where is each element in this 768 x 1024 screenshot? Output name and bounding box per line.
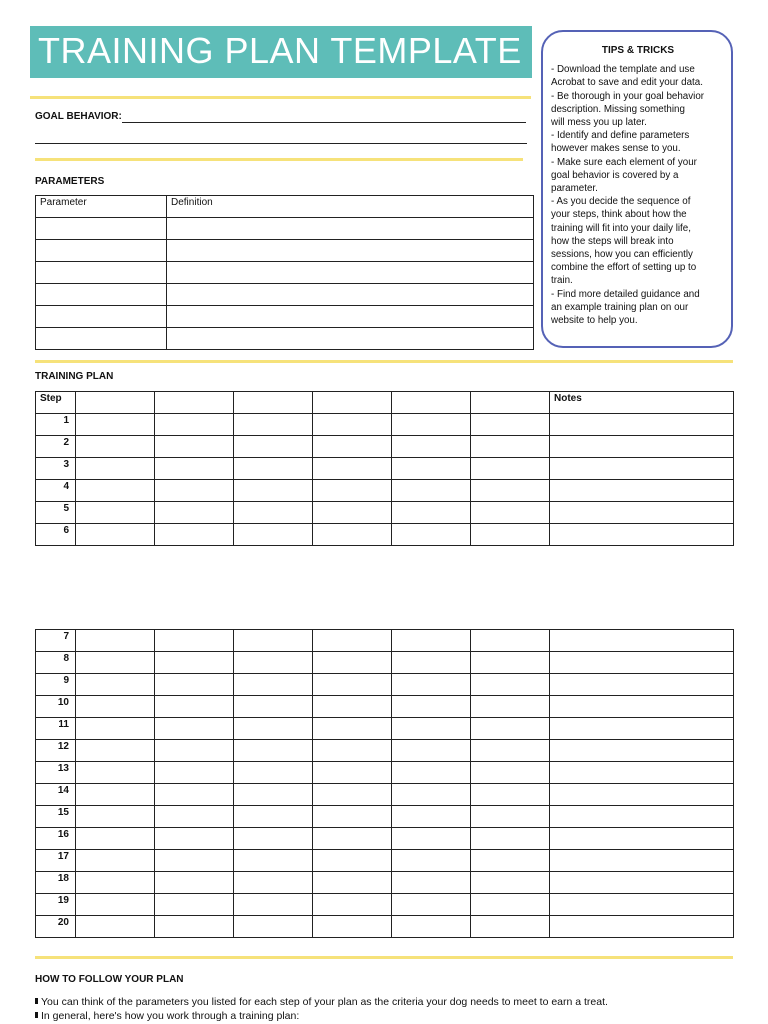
step-number: 4	[36, 480, 76, 502]
tip-line: - Make sure each element of your	[551, 156, 697, 168]
step-row	[36, 696, 734, 718]
table-cell[interactable]	[155, 696, 234, 718]
table-cell[interactable]	[471, 458, 550, 480]
table-cell[interactable]	[234, 828, 313, 850]
bullet-icon	[35, 1012, 38, 1018]
tip-line: - As you decide the sequence of	[551, 196, 691, 208]
step-number: 17	[36, 850, 76, 872]
table-cell[interactable]	[234, 458, 313, 480]
table-cell[interactable]	[313, 696, 392, 718]
page-title: TRAINING PLAN TEMPLATE	[30, 26, 532, 78]
parameter-row	[36, 240, 534, 262]
tip-line: - Download the template and use	[551, 64, 695, 76]
table-cell[interactable]	[234, 480, 313, 502]
tips-box	[541, 30, 733, 348]
table-cell[interactable]	[155, 762, 234, 784]
table-cell[interactable]	[313, 894, 392, 916]
tip-line: will mess you up later.	[551, 117, 647, 129]
training-plan-heading: TRAINING PLAN	[35, 371, 114, 382]
table-cell[interactable]	[392, 718, 471, 740]
step-row	[36, 524, 734, 546]
table-cell[interactable]	[234, 916, 313, 938]
parameters-table	[35, 195, 534, 350]
parameter-row	[36, 306, 534, 328]
table-cell[interactable]	[155, 916, 234, 938]
table-cell[interactable]	[392, 674, 471, 696]
definition-cell[interactable]	[167, 284, 534, 306]
definition-cell[interactable]	[167, 328, 534, 350]
notes-cell[interactable]	[550, 524, 734, 546]
table-cell[interactable]	[471, 524, 550, 546]
step-row	[36, 414, 734, 436]
table-cell[interactable]	[155, 458, 234, 480]
goal-behavior-field[interactable]	[122, 122, 526, 123]
divider	[35, 956, 733, 959]
table-cell[interactable]	[234, 784, 313, 806]
table-cell[interactable]	[76, 740, 155, 762]
table-cell[interactable]	[471, 806, 550, 828]
table-cell[interactable]	[471, 740, 550, 762]
table-cell[interactable]	[234, 806, 313, 828]
table-cell[interactable]	[471, 850, 550, 872]
training-plan-header-row	[36, 392, 734, 414]
table-cell[interactable]	[392, 652, 471, 674]
table-cell[interactable]	[76, 806, 155, 828]
table-cell[interactable]	[313, 872, 392, 894]
table-cell[interactable]	[313, 916, 392, 938]
bullet-icon	[35, 998, 38, 1004]
step-number: 11	[36, 718, 76, 740]
tip-line: - Be thorough in your goal behavior	[551, 90, 705, 102]
tip-line: parameter.	[551, 183, 598, 195]
table-cell[interactable]	[234, 894, 313, 916]
table-cell[interactable]	[392, 696, 471, 718]
table-cell[interactable]	[155, 784, 234, 806]
how-to-bullet: You can think of the parameters you listed for each step of your plan as the criteria your dog needs to meet to earn a treat.	[35, 996, 608, 1008]
table-cell[interactable]	[76, 762, 155, 784]
parameters-header-row	[36, 196, 534, 218]
divider	[30, 96, 531, 99]
tip-line: Acrobat to save and edit your data.	[551, 77, 703, 89]
table-cell[interactable]	[313, 524, 392, 546]
step-number: 13	[36, 762, 76, 784]
definition-cell[interactable]	[167, 306, 534, 328]
table-cell[interactable]	[76, 674, 155, 696]
parameter-row	[36, 218, 534, 240]
table-cell[interactable]	[392, 740, 471, 762]
tip-line: how the steps will break into	[551, 235, 674, 247]
parameters-heading: PARAMETERS	[35, 176, 105, 187]
step-row	[36, 480, 734, 502]
notes-cell[interactable]	[550, 630, 734, 652]
table-cell[interactable]	[76, 652, 155, 674]
notes-cell[interactable]	[550, 894, 734, 916]
table-cell[interactable]	[234, 652, 313, 674]
divider	[35, 360, 733, 363]
tip-line: combine the effort of setting up to	[551, 262, 697, 274]
table-cell[interactable]	[155, 872, 234, 894]
step-number: 15	[36, 806, 76, 828]
table-cell[interactable]	[234, 392, 313, 414]
parameter-cell[interactable]	[36, 306, 167, 328]
table-cell[interactable]	[392, 502, 471, 524]
table-cell[interactable]	[76, 458, 155, 480]
table-cell[interactable]	[155, 480, 234, 502]
step-row	[36, 916, 734, 938]
notes-cell[interactable]	[550, 872, 734, 894]
parameter-row	[36, 262, 534, 284]
goal-behavior-label: GOAL BEHAVIOR:	[35, 111, 122, 122]
table-cell[interactable]	[471, 718, 550, 740]
step-number: 2	[36, 436, 76, 458]
notes-cell[interactable]	[550, 458, 734, 480]
notes-cell[interactable]	[550, 828, 734, 850]
step-number: 5	[36, 502, 76, 524]
table-cell[interactable]	[234, 696, 313, 718]
table-cell[interactable]	[155, 392, 234, 414]
step-number: 18	[36, 872, 76, 894]
table-cell[interactable]	[471, 696, 550, 718]
table-cell[interactable]	[76, 436, 155, 458]
table-cell[interactable]	[392, 850, 471, 872]
table-cell[interactable]	[76, 696, 155, 718]
table-cell[interactable]	[313, 784, 392, 806]
table-cell[interactable]	[471, 828, 550, 850]
parameter-row	[36, 328, 534, 350]
step-row	[36, 718, 734, 740]
table-cell[interactable]	[155, 436, 234, 458]
table-cell[interactable]	[392, 894, 471, 916]
table-cell[interactable]	[313, 392, 392, 414]
step-number: 3	[36, 458, 76, 480]
parameter-column-header: Parameter	[36, 196, 167, 218]
step-row	[36, 894, 734, 916]
step-row	[36, 674, 734, 696]
table-cell[interactable]	[392, 458, 471, 480]
table-cell[interactable]	[155, 502, 234, 524]
table-cell[interactable]	[392, 784, 471, 806]
table-cell[interactable]	[313, 436, 392, 458]
table-cell[interactable]	[313, 718, 392, 740]
parameter-cell[interactable]	[36, 284, 167, 306]
how-to-bullet: In general, here's how you work through a training plan:	[35, 1010, 299, 1022]
tip-line: goal behavior is covered by a	[551, 169, 679, 181]
step-row	[36, 850, 734, 872]
table-cell[interactable]	[76, 502, 155, 524]
table-cell[interactable]	[234, 740, 313, 762]
training-plan-table-1	[35, 391, 734, 546]
step-number: 19	[36, 894, 76, 916]
training-plan-table-2	[35, 629, 734, 938]
table-cell[interactable]	[392, 480, 471, 502]
table-cell[interactable]	[76, 872, 155, 894]
tips-text	[551, 63, 725, 327]
table-cell[interactable]	[471, 872, 550, 894]
step-row	[36, 828, 734, 850]
table-cell[interactable]	[471, 630, 550, 652]
how-to-heading: HOW TO FOLLOW YOUR PLAN	[35, 974, 184, 985]
table-cell[interactable]	[313, 458, 392, 480]
step-number: 12	[36, 740, 76, 762]
notes-cell[interactable]	[550, 850, 734, 872]
divider	[35, 158, 523, 161]
tip-line: train.	[551, 275, 573, 287]
goal-behavior-field-continued[interactable]	[35, 143, 527, 144]
notes-cell[interactable]	[550, 674, 734, 696]
table-cell[interactable]	[313, 740, 392, 762]
table-cell[interactable]	[234, 872, 313, 894]
table-cell[interactable]	[155, 652, 234, 674]
step-row	[36, 630, 734, 652]
step-row	[36, 806, 734, 828]
notes-cell[interactable]	[550, 696, 734, 718]
table-cell[interactable]	[392, 916, 471, 938]
table-cell[interactable]	[155, 674, 234, 696]
notes-cell[interactable]	[550, 414, 734, 436]
table-cell[interactable]	[392, 414, 471, 436]
parameter-cell[interactable]	[36, 262, 167, 284]
table-cell[interactable]	[313, 674, 392, 696]
tip-line: your steps, think about how the	[551, 209, 687, 221]
parameter-cell[interactable]	[36, 328, 167, 350]
table-cell[interactable]	[234, 502, 313, 524]
table-cell[interactable]	[155, 828, 234, 850]
step-number: 20	[36, 916, 76, 938]
notes-cell[interactable]	[550, 718, 734, 740]
step-number: 6	[36, 524, 76, 546]
step-row	[36, 762, 734, 784]
tip-line: an example training plan on our	[551, 301, 689, 313]
table-cell[interactable]	[76, 480, 155, 502]
notes-column-header: Notes	[550, 392, 734, 414]
table-cell[interactable]	[471, 674, 550, 696]
notes-cell[interactable]	[550, 806, 734, 828]
table-cell[interactable]	[471, 502, 550, 524]
tips-title: TIPS & TRICKS	[601, 45, 675, 56]
notes-cell[interactable]	[550, 436, 734, 458]
table-cell[interactable]	[76, 414, 155, 436]
definition-column-header: Definition	[167, 196, 534, 218]
table-cell[interactable]	[234, 762, 313, 784]
table-cell[interactable]	[313, 652, 392, 674]
step-row	[36, 784, 734, 806]
table-cell[interactable]	[471, 762, 550, 784]
table-cell[interactable]	[392, 828, 471, 850]
tip-line: website to help you.	[551, 315, 638, 327]
notes-cell[interactable]	[550, 740, 734, 762]
table-cell[interactable]	[76, 718, 155, 740]
table-cell[interactable]	[76, 828, 155, 850]
table-cell[interactable]	[392, 392, 471, 414]
step-number: 7	[36, 630, 76, 652]
table-cell[interactable]	[234, 850, 313, 872]
notes-cell[interactable]	[550, 762, 734, 784]
tip-line: training will fit into your daily life,	[551, 222, 691, 234]
step-row	[36, 740, 734, 762]
definition-cell[interactable]	[167, 240, 534, 262]
table-cell[interactable]	[155, 630, 234, 652]
table-cell[interactable]	[234, 414, 313, 436]
table-cell[interactable]	[76, 392, 155, 414]
table-cell[interactable]	[76, 630, 155, 652]
table-cell[interactable]	[76, 850, 155, 872]
notes-cell[interactable]	[550, 784, 734, 806]
table-cell[interactable]	[155, 850, 234, 872]
table-cell[interactable]	[155, 524, 234, 546]
table-cell[interactable]	[313, 828, 392, 850]
table-cell[interactable]	[313, 630, 392, 652]
parameter-cell[interactable]	[36, 240, 167, 262]
step-row	[36, 652, 734, 674]
step-number: 8	[36, 652, 76, 674]
table-cell[interactable]	[76, 894, 155, 916]
table-cell[interactable]	[471, 916, 550, 938]
table-cell[interactable]	[471, 480, 550, 502]
parameter-row	[36, 284, 534, 306]
tip-line: description. Missing something	[551, 103, 685, 115]
step-row	[36, 436, 734, 458]
step-row	[36, 502, 734, 524]
table-cell[interactable]	[471, 414, 550, 436]
table-cell[interactable]	[155, 414, 234, 436]
tip-line: - Find more detailed guidance and	[551, 288, 700, 300]
table-cell[interactable]	[234, 630, 313, 652]
table-cell[interactable]	[234, 524, 313, 546]
table-cell[interactable]	[392, 436, 471, 458]
table-cell[interactable]	[392, 806, 471, 828]
notes-cell[interactable]	[550, 502, 734, 524]
table-cell[interactable]	[471, 784, 550, 806]
step-number: 9	[36, 674, 76, 696]
table-cell[interactable]	[392, 762, 471, 784]
table-cell[interactable]	[76, 524, 155, 546]
notes-cell[interactable]	[550, 480, 734, 502]
table-cell[interactable]	[234, 436, 313, 458]
table-cell[interactable]	[155, 740, 234, 762]
table-cell[interactable]	[471, 436, 550, 458]
table-cell[interactable]	[155, 806, 234, 828]
tip-line: sessions, how you can efficiently	[551, 249, 693, 261]
step-number: 10	[36, 696, 76, 718]
table-cell[interactable]	[471, 894, 550, 916]
table-cell[interactable]	[313, 806, 392, 828]
step-number: 14	[36, 784, 76, 806]
table-cell[interactable]	[471, 392, 550, 414]
table-cell[interactable]	[155, 718, 234, 740]
table-cell[interactable]	[471, 652, 550, 674]
notes-cell[interactable]	[550, 916, 734, 938]
table-cell[interactable]	[234, 674, 313, 696]
table-cell[interactable]	[313, 762, 392, 784]
step-column-header: Step	[36, 392, 76, 414]
step-row	[36, 872, 734, 894]
table-cell[interactable]	[76, 916, 155, 938]
definition-cell[interactable]	[167, 262, 534, 284]
step-row	[36, 458, 734, 480]
table-cell[interactable]	[313, 480, 392, 502]
table-cell[interactable]	[392, 524, 471, 546]
notes-cell[interactable]	[550, 652, 734, 674]
parameter-cell[interactable]	[36, 218, 167, 240]
step-number: 16	[36, 828, 76, 850]
tip-line: however makes sense to you.	[551, 143, 681, 155]
table-cell[interactable]	[313, 502, 392, 524]
table-cell[interactable]	[155, 894, 234, 916]
table-cell[interactable]	[392, 872, 471, 894]
table-cell[interactable]	[234, 718, 313, 740]
table-cell[interactable]	[76, 784, 155, 806]
table-cell[interactable]	[392, 630, 471, 652]
tip-line: - Identify and define parameters	[551, 130, 690, 142]
definition-cell[interactable]	[167, 218, 534, 240]
table-cell[interactable]	[313, 850, 392, 872]
table-cell[interactable]	[313, 414, 392, 436]
step-number: 1	[36, 414, 76, 436]
